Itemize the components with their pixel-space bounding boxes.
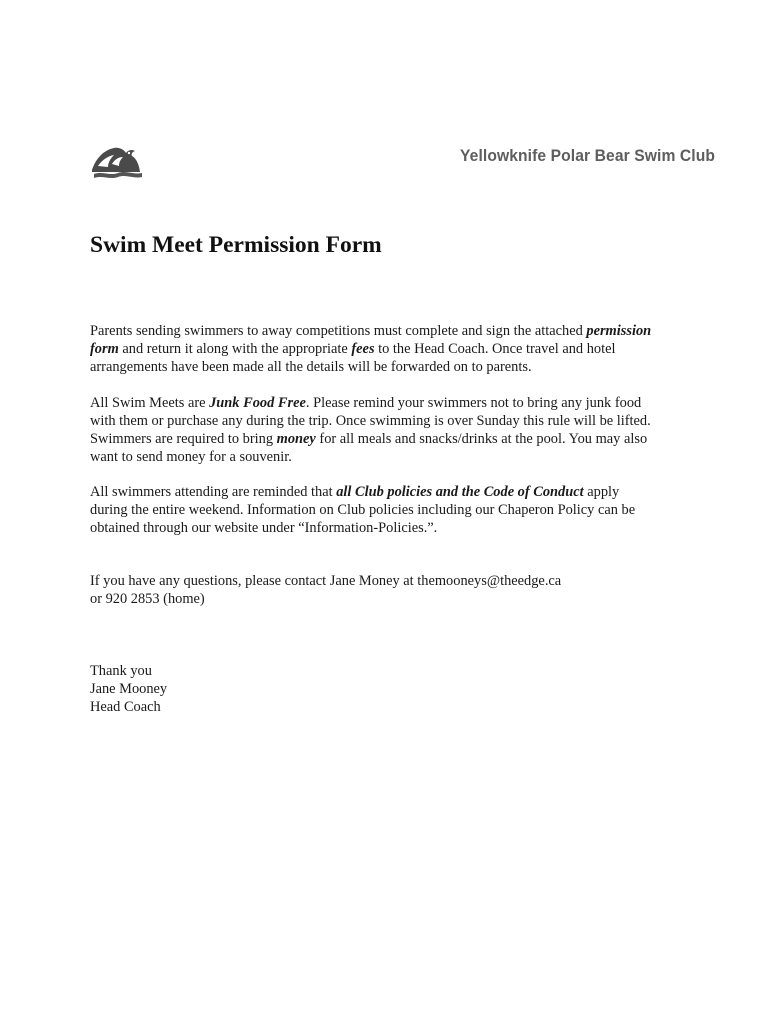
emphasis-junk-food-free: Junk Food Free: [209, 395, 306, 411]
paragraph-line: want to send money for a souvenir.: [90, 449, 292, 465]
text-span: Parents sending swimmers to away competitions must complete and sign the attached: [90, 323, 587, 339]
signoff-line: Thank you: [90, 663, 152, 679]
text-span: for all meals and snacks/drinks at the pool. You may also: [315, 431, 648, 447]
emphasis-permission: permission: [586, 323, 652, 339]
text-span: to the Head Coach. Once travel and hotel: [374, 341, 616, 357]
paragraph-line: [90, 394, 690, 412]
paragraph-policies: [90, 483, 690, 537]
emphasis-fees: fees: [351, 341, 375, 357]
signoff-role: Head Coach: [90, 699, 161, 715]
polar-bear-logo-icon: [88, 140, 144, 180]
text-span: Swimmers are required to bring: [90, 431, 277, 447]
paragraph-line: during the entire weekend. Information on Club policies including our Chaperon Policy can be: [90, 502, 636, 518]
page-title: Swim Meet Permission Form: [90, 232, 382, 258]
paragraph-line: [90, 322, 690, 340]
paragraph-permission: [90, 322, 690, 376]
signoff-name: Jane Mooney: [90, 681, 168, 697]
text-span: All swimmers attending are reminded that: [90, 484, 337, 500]
text-span: apply: [583, 484, 620, 500]
club-name: Yellowknife Polar Bear Swim Club: [460, 146, 715, 165]
paragraph-line: arrangements have been made all the details will be forwarded on to parents.: [90, 359, 532, 375]
paragraph-line: [90, 483, 690, 501]
emphasis-money: money: [276, 431, 316, 447]
paragraph-contact: [90, 572, 690, 608]
paragraph-line: If you have any questions, please contact Jane Money at themooneys@theedge.ca: [90, 573, 562, 589]
paragraph-line: [90, 430, 690, 448]
paragraph-line: [90, 340, 690, 358]
text-span: . Please remind your swimmers not to bring any junk food: [305, 395, 642, 411]
paragraph-line: or 920 2853 (home): [90, 591, 205, 607]
emphasis-club-policies: all Club policies and the Code of Conduct: [336, 484, 584, 500]
paragraph-line: obtained through our website under “Information-Policies.”.: [90, 520, 438, 536]
paragraph-line: with them or purchase any during the trip. Once swimming is over Sunday this rule will be lifted.: [90, 413, 651, 429]
emphasis-form: form: [90, 341, 119, 357]
text-span: All Swim Meets are: [90, 395, 210, 411]
paragraph-junk-food: [90, 394, 690, 466]
text-span: and return it along with the appropriate: [118, 341, 352, 357]
signoff: [90, 662, 690, 716]
